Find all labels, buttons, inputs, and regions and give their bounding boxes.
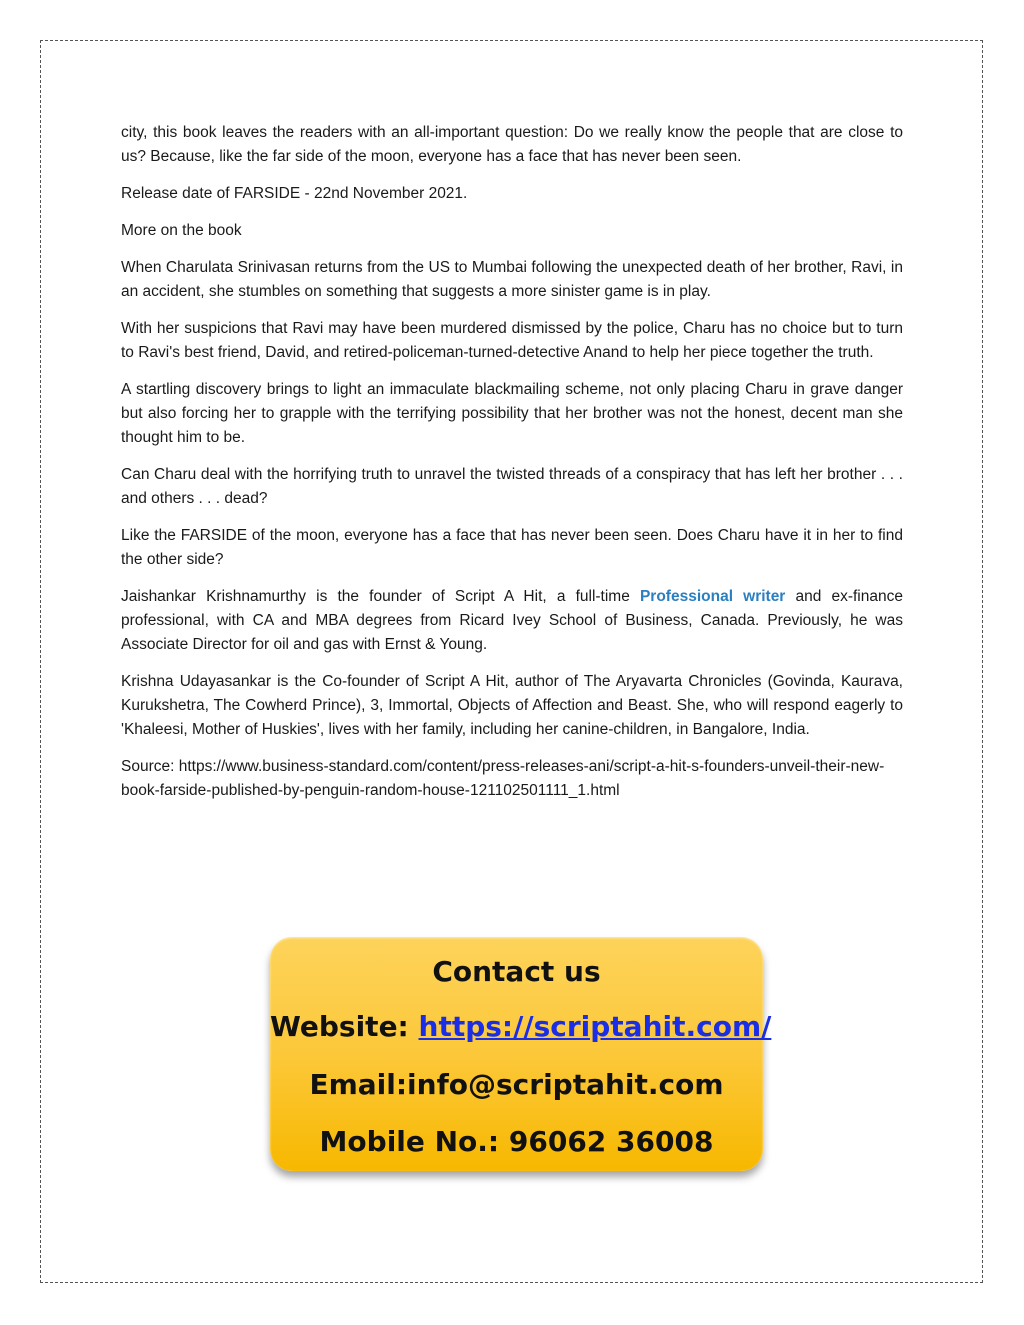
synopsis-paragraph-1: When Charulata Srinivasan returns from the US to Mumbai following the unexpected death of her brother, Ravi, in an accident, she stumbles on something that suggests a more sinister game is in play. [121,259,903,300]
author-text-after: and ex-finance professional, with CA and MBA degrees from Ricard Ivey School of Business, Canada. Previously, he was Associate Director for oil and gas with Ernst & Young. [121,588,903,653]
source-paragraph: Source: https://www.business-standard.com/content/press-releases-ani/script-a-hit-s-founders-unveil-their-new-book-farside-published-by-penguin-random-house-121102501111_1.html [121,758,885,799]
website-line [270,1010,772,1044]
synopsis-paragraph-3: A startling discovery brings to light an immaculate blackmailing scheme, not only placing Charu in grave danger but also forcing her to grapple with the terrifying possibility that her brother was not the honest, decent man she thought him to be. [121,381,903,446]
release-date-paragraph: Release date of FARSIDE - 22nd November 2021. [121,185,468,202]
website-label: Website: [270,1010,419,1043]
email-line: Email:info@scriptahit.com [309,1068,724,1101]
coauthor-paragraph: Krishna Udayasankar is the Co-founder of Script A Hit, author of The Aryavarta Chronicles (Govinda, Kaurava, Kurukshetra, The Cowherd Prince), 3, Immortal, Objects of Affection and Beast. She, who will respond eagerly to 'Khaleesi, Mother of Huskies', lives with her family, including her canine-children, in Bangalore, India. [121,673,903,738]
synopsis-paragraph-5: Like the FARSIDE of the moon, everyone has a face that has never been seen. Does Charu have it in her to find the other side? [121,527,903,568]
synopsis-paragraph-2: With her suspicions that Ravi may have been murdered dismissed by the police, Charu has no choice but to turn to Ravi's best friend, David, and retired-policeman-turned-detective Anand to help her piece together the truth. [121,320,903,361]
professional-writer-link[interactable]: Professional writer [639,588,786,605]
mobile-line: Mobile No.: 96062 36008 [319,1125,714,1158]
more-on-book-paragraph: More on the book [121,222,242,239]
author-paragraph [121,585,903,657]
synopsis-paragraph-4: Can Charu deal with the horrifying truth to unravel the twisted threads of a conspiracy that has left her brother . . . and others . . . dead? [121,466,903,507]
article-body [121,121,903,816]
intro-paragraph: city, this book leaves the readers with an all-important question: Do we really know the people that are close to us? Because, like the far side of the moon, everyone has a face that has never been seen. [121,124,903,165]
website-link[interactable]: https://scriptahit.com/ [418,1010,772,1043]
contact-heading: Contact us [432,955,601,988]
author-text-before: Jaishankar Krishnamurthy is the founder of Script A Hit, a full-time [121,588,640,605]
contact-box [270,937,772,1171]
